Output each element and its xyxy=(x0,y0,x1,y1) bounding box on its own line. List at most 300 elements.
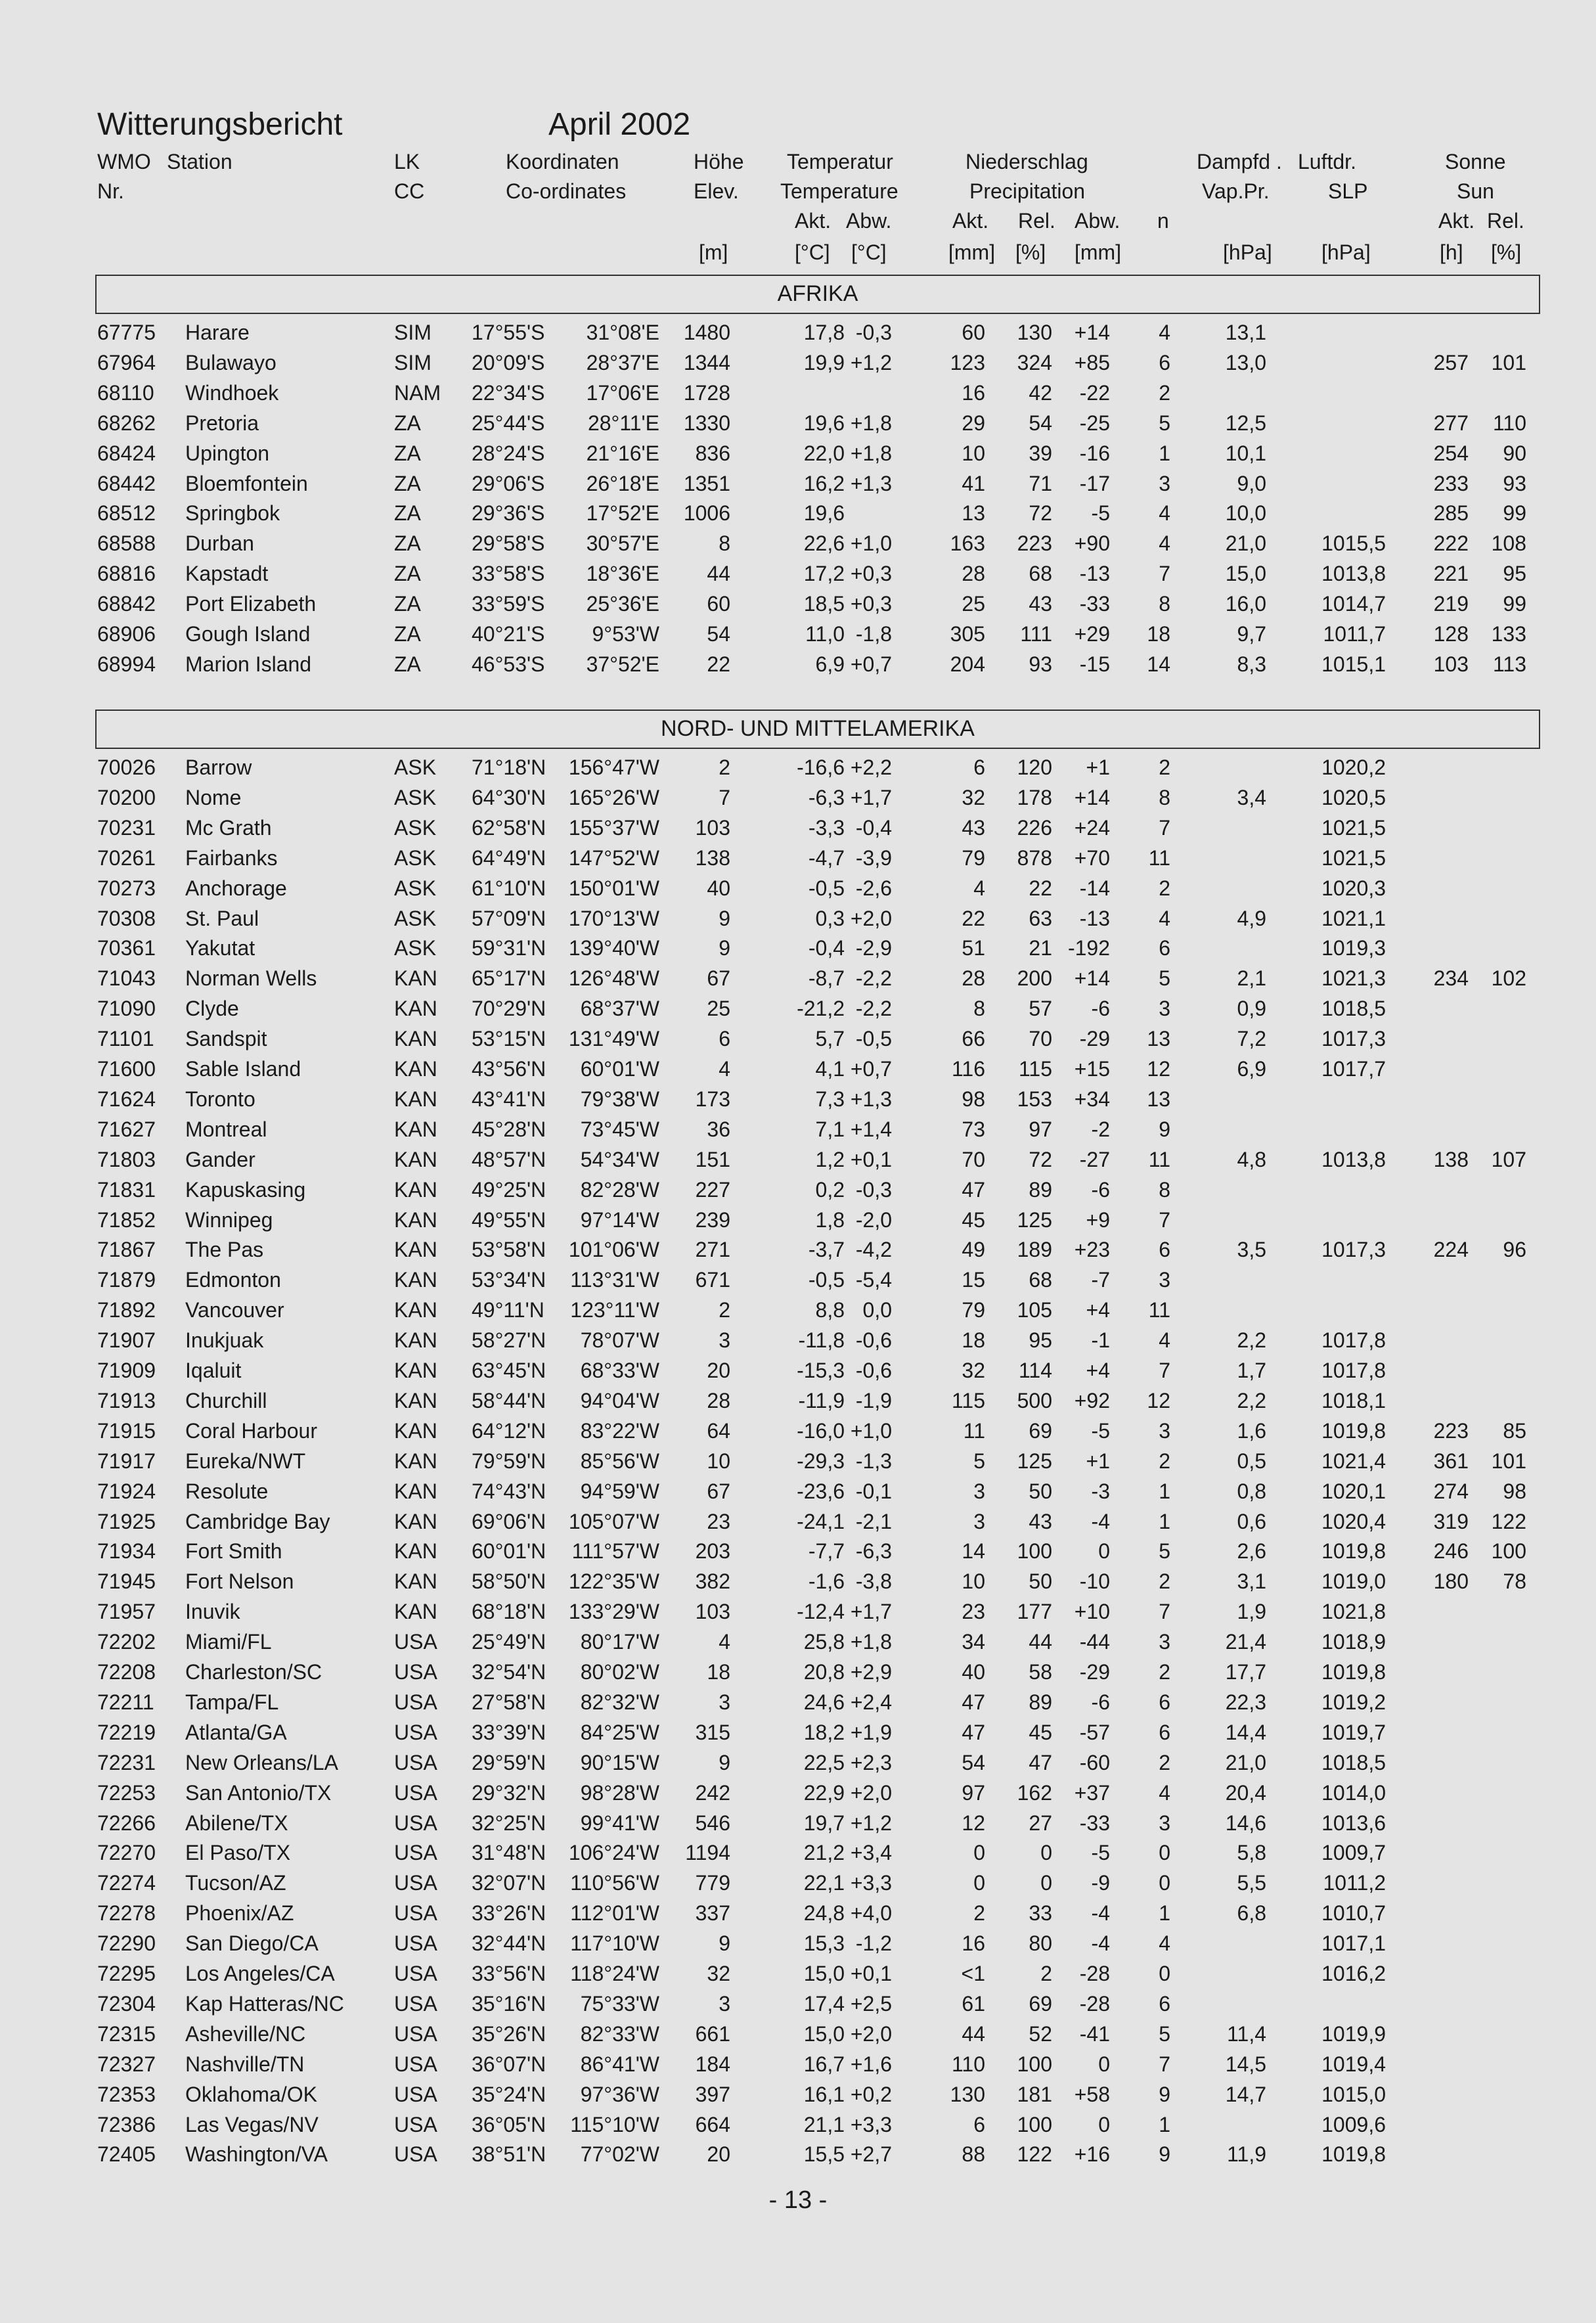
table-row xyxy=(0,652,1596,683)
cell-latitude: 33°59'S xyxy=(472,592,545,616)
cell-latitude: 20°09'S xyxy=(472,350,545,374)
table-row xyxy=(0,1721,1596,1751)
cell-vappr: 10,1 xyxy=(1225,441,1266,465)
cell-slp: 1011,2 xyxy=(1323,1871,1386,1895)
cell-nied-abw: +37 xyxy=(1074,1780,1110,1805)
cell-elevation: 836 xyxy=(695,441,730,465)
cell-sun-rel: 78 xyxy=(1503,1569,1526,1594)
cell-wmo-nr: 68588 xyxy=(97,531,156,556)
cell-latitude: 43°41'N xyxy=(472,1087,546,1111)
cell-temp-akt: 22,6 xyxy=(803,531,845,556)
cell-nied-rel: 50 xyxy=(1029,1479,1052,1503)
cell-vappr: 21,0 xyxy=(1225,531,1266,556)
unit-hoehe: [m] xyxy=(699,240,728,264)
cell-latitude: 36°05'N xyxy=(472,2112,546,2136)
cell-country-code: ZA xyxy=(394,501,421,526)
cell-station-name: Abilene/TX xyxy=(185,1811,288,1835)
cell-longitude: 30°57'E xyxy=(586,531,659,556)
col-coordinates: Co-ordinates xyxy=(506,179,627,203)
cell-temp-akt: 16,2 xyxy=(803,471,845,495)
cell-nied-abw: +70 xyxy=(1074,846,1110,870)
table-row xyxy=(0,2052,1596,2083)
cell-nied-akt: 23 xyxy=(962,1600,985,1624)
cell-latitude: 29°06'S xyxy=(472,471,545,495)
cell-longitude: 133°29'W xyxy=(568,1600,659,1624)
table-row xyxy=(0,441,1596,472)
table-row xyxy=(0,501,1596,531)
cell-slp: 1017,8 xyxy=(1321,1359,1386,1382)
cell-nied-abw: 0 xyxy=(1098,1539,1110,1564)
cell-vappr: 13,0 xyxy=(1225,350,1266,374)
cell-nied-n: 6 xyxy=(1159,936,1170,960)
col-vappr: Vap.Pr. xyxy=(1202,179,1270,203)
cell-wmo-nr: 71879 xyxy=(97,1268,156,1292)
cell-wmo-nr: 71624 xyxy=(97,1087,156,1111)
unit-sonne-rel: [%] xyxy=(1491,240,1522,264)
cell-nied-abw: +92 xyxy=(1074,1388,1110,1412)
cell-station-name: Barrow xyxy=(185,756,252,779)
cell-nied-abw: -9 xyxy=(1091,1871,1110,1895)
cell-wmo-nr: 68906 xyxy=(97,622,156,646)
table-row xyxy=(0,2022,1596,2052)
cell-nied-akt: 49 xyxy=(962,1238,985,1262)
cell-temp-abw: +1,3 xyxy=(850,471,892,495)
cell-nied-rel: 93 xyxy=(1029,652,1052,676)
cell-latitude: 53°15'N xyxy=(472,1027,546,1051)
cell-country-code: USA xyxy=(394,1690,437,1714)
cell-nied-n: 1 xyxy=(1159,2112,1170,2136)
cell-nied-abw: +14 xyxy=(1074,966,1110,991)
cell-vappr: 8,3 xyxy=(1237,652,1266,676)
cell-wmo-nr: 71907 xyxy=(97,1328,156,1353)
cell-station-name: Bulawayo xyxy=(185,350,277,374)
cell-elevation: 337 xyxy=(695,1901,730,1926)
cell-nied-rel: 500 xyxy=(1017,1388,1052,1412)
cell-wmo-nr: 72290 xyxy=(97,1931,156,1956)
cell-slp: 1020,1 xyxy=(1321,1479,1386,1503)
cell-wmo-nr: 70200 xyxy=(97,785,156,809)
table-row xyxy=(0,1751,1596,1781)
cell-nied-rel: 2 xyxy=(1040,1962,1052,1985)
cell-country-code: ZA xyxy=(394,562,421,586)
cell-wmo-nr: 72304 xyxy=(97,1991,156,2016)
cell-longitude: 21°16'E xyxy=(586,441,659,465)
cell-station-name: Churchill xyxy=(185,1388,267,1412)
cell-longitude: 112°01'W xyxy=(570,1901,659,1926)
col-sun: Sun xyxy=(1457,179,1494,203)
col-elev: Elev. xyxy=(694,179,739,203)
cell-temp-akt: 1,8 xyxy=(815,1207,845,1232)
cell-country-code: KAN xyxy=(394,1600,437,1624)
cell-latitude: 69°06'N xyxy=(472,1509,546,1533)
cell-country-code: SIM xyxy=(394,350,432,374)
cell-nied-n: 4 xyxy=(1159,321,1170,344)
table-row xyxy=(0,1781,1596,1811)
cell-nied-rel: 27 xyxy=(1029,1811,1052,1835)
cell-temp-akt: 6,9 xyxy=(815,652,845,676)
cell-temp-abw: +0,3 xyxy=(850,592,892,616)
table-row xyxy=(0,1841,1596,1871)
cell-nied-akt: 6 xyxy=(973,756,985,779)
cell-wmo-nr: 72327 xyxy=(97,2052,156,2076)
cell-nied-rel: 54 xyxy=(1029,411,1052,435)
cell-country-code: KAN xyxy=(394,1238,437,1262)
cell-latitude: 29°58'S xyxy=(472,531,545,556)
cell-nied-abw: +9 xyxy=(1086,1207,1110,1232)
cell-slp: 1018,5 xyxy=(1321,997,1386,1021)
table-row xyxy=(0,1268,1596,1298)
cell-temp-akt: 4,1 xyxy=(815,1057,845,1081)
cell-elevation: 184 xyxy=(695,2052,730,2076)
cell-longitude: 126°48'W xyxy=(568,966,659,991)
cell-nied-akt: 18 xyxy=(962,1328,985,1353)
cell-nied-rel: 105 xyxy=(1017,1298,1052,1322)
cell-slp: 1019,3 xyxy=(1321,936,1386,960)
cell-temp-abw: -1,9 xyxy=(855,1388,892,1412)
cell-temp-akt: -12,4 xyxy=(797,1600,845,1624)
cell-temp-abw: -5,4 xyxy=(855,1268,892,1292)
cell-country-code: USA xyxy=(394,2052,437,2076)
cell-nied-rel: 68 xyxy=(1029,1268,1052,1292)
cell-temp-abw: +0,1 xyxy=(850,1147,892,1171)
cell-nied-rel: 153 xyxy=(1017,1087,1052,1111)
cell-nied-akt: 163 xyxy=(950,531,985,556)
cell-longitude: 106°24'W xyxy=(568,1841,659,1865)
cell-slp: 1020,2 xyxy=(1321,756,1386,779)
cell-station-name: Port Elizabeth xyxy=(185,592,317,616)
cell-elevation: 36 xyxy=(707,1117,730,1141)
cell-temp-akt: 19,6 xyxy=(803,501,845,526)
col-wmo: WMO xyxy=(97,150,151,173)
cell-country-code: ASK xyxy=(394,846,437,870)
cell-temp-abw: -2,1 xyxy=(855,1509,892,1533)
cell-temp-abw: +1,7 xyxy=(850,1600,892,1624)
cell-nied-n: 6 xyxy=(1159,1238,1170,1262)
cell-sun-rel: 90 xyxy=(1503,441,1526,465)
cell-wmo-nr: 71090 xyxy=(97,997,156,1021)
cell-latitude: 64°49'N xyxy=(472,846,546,870)
cell-nied-n: 3 xyxy=(1159,1630,1170,1654)
cell-nied-abw: -17 xyxy=(1079,471,1110,495)
cell-station-name: Cambridge Bay xyxy=(185,1509,330,1533)
cell-sun-akt: 219 xyxy=(1433,592,1469,616)
cell-temp-akt: -15,3 xyxy=(797,1359,845,1382)
cell-temp-akt: 22,0 xyxy=(803,441,845,465)
cell-nied-rel: 200 xyxy=(1017,966,1052,991)
cell-longitude: 111°57'W xyxy=(571,1539,659,1564)
cell-temp-akt: -16,0 xyxy=(797,1418,845,1443)
cell-nied-akt: 123 xyxy=(950,350,985,374)
cell-slp: 1019,8 xyxy=(1321,1539,1386,1564)
cell-nied-abw: -28 xyxy=(1079,1991,1110,2016)
cell-wmo-nr: 70026 xyxy=(97,756,156,779)
cell-station-name: San Antonio/TX xyxy=(185,1780,332,1805)
cell-longitude: 68°37'W xyxy=(580,997,659,1021)
cell-sun-rel: 85 xyxy=(1503,1418,1526,1443)
cell-elevation: 9 xyxy=(719,1931,730,1956)
cell-nied-abw: -14 xyxy=(1079,876,1110,900)
cell-nied-abw: -5 xyxy=(1091,501,1110,526)
cell-longitude: 118°24'W xyxy=(570,1962,659,1985)
cell-temp-abw: -2,6 xyxy=(855,876,892,900)
cell-wmo-nr: 71043 xyxy=(97,966,156,991)
cell-slp: 1015,0 xyxy=(1321,2082,1386,2106)
cell-temp-akt: -8,7 xyxy=(808,966,845,991)
table-row xyxy=(0,1449,1596,1479)
cell-nied-akt: 305 xyxy=(950,622,985,646)
table-row xyxy=(0,1690,1596,1721)
cell-nied-akt: 66 xyxy=(962,1027,985,1051)
cell-sun-rel: 99 xyxy=(1503,501,1526,526)
cell-station-name: Springbok xyxy=(185,501,280,526)
cell-latitude: 64°12'N xyxy=(472,1418,546,1443)
cell-country-code: USA xyxy=(394,1660,437,1684)
cell-longitude: 26°18'E xyxy=(586,471,659,495)
cell-nied-abw: -1 xyxy=(1091,1328,1110,1353)
cell-temp-abw: -6,3 xyxy=(855,1539,892,1564)
cell-nied-abw: +85 xyxy=(1074,350,1110,374)
cell-station-name: Winnipeg xyxy=(185,1207,273,1232)
cell-slp: 1019,4 xyxy=(1321,2052,1386,2076)
cell-station-name: Sable Island xyxy=(185,1057,301,1081)
cell-temp-abw: -2,0 xyxy=(855,1207,892,1232)
cell-nied-n: 5 xyxy=(1159,411,1170,435)
cell-temp-akt: -3,3 xyxy=(808,815,845,840)
cell-temp-abw: +3,4 xyxy=(850,1841,892,1865)
cell-slp: 1009,7 xyxy=(1321,1841,1386,1865)
cell-latitude: 29°59'N xyxy=(472,1750,546,1774)
col-hoehe: Höhe xyxy=(694,150,744,173)
cell-temp-abw: -0,1 xyxy=(855,1479,892,1503)
cell-sun-rel: 98 xyxy=(1503,1479,1526,1503)
cell-latitude: 38°51'N xyxy=(472,2142,546,2167)
cell-temp-akt: 16,1 xyxy=(803,2082,845,2106)
cell-temp-akt: 22,1 xyxy=(803,1871,845,1895)
unit-sonne-akt: [h] xyxy=(1440,240,1463,264)
cell-temp-akt: -16,6 xyxy=(797,756,845,779)
cell-elevation: 7 xyxy=(719,785,730,809)
cell-latitude: 25°44'S xyxy=(472,411,545,435)
cell-slp: 1021,3 xyxy=(1321,966,1386,991)
cell-nied-abw: -27 xyxy=(1079,1147,1110,1171)
cell-longitude: 156°47'W xyxy=(568,756,659,779)
cell-wmo-nr: 68512 xyxy=(97,501,156,526)
cell-nied-n: 7 xyxy=(1159,1207,1170,1232)
cell-station-name: Fort Nelson xyxy=(185,1569,294,1594)
cell-elevation: 6 xyxy=(719,1027,730,1051)
cell-vappr: 0,5 xyxy=(1237,1449,1266,1473)
cell-nied-akt: 3 xyxy=(973,1509,985,1533)
cell-nied-abw: -6 xyxy=(1091,1690,1110,1714)
cell-station-name: Edmonton xyxy=(185,1268,281,1292)
cell-slp: 1017,3 xyxy=(1321,1238,1386,1262)
cell-vappr: 3,5 xyxy=(1237,1238,1266,1262)
col-cc: CC xyxy=(394,179,425,203)
cell-country-code: ZA xyxy=(394,411,421,435)
cell-sun-rel: 100 xyxy=(1491,1539,1526,1564)
cell-nied-akt: 15 xyxy=(962,1268,985,1292)
cell-longitude: 101°06'W xyxy=(568,1238,659,1262)
cell-nied-akt: 130 xyxy=(950,2082,985,2106)
cell-slp: 1019,8 xyxy=(1321,2142,1386,2167)
cell-latitude: 17°55'S xyxy=(472,321,545,344)
cell-latitude: 74°43'N xyxy=(472,1479,546,1503)
cell-latitude: 36°07'N xyxy=(472,2052,546,2076)
cell-slp: 1018,1 xyxy=(1321,1388,1386,1412)
cell-latitude: 33°58'S xyxy=(472,562,545,586)
cell-nied-abw: -22 xyxy=(1079,380,1110,405)
cell-station-name: Clyde xyxy=(185,997,239,1021)
col-sonne-rel: Rel. xyxy=(1487,209,1524,233)
cell-elevation: 67 xyxy=(707,1479,730,1503)
cell-nied-rel: 47 xyxy=(1029,1750,1052,1774)
cell-nied-n: 3 xyxy=(1159,997,1170,1021)
cell-station-name: Resolute xyxy=(185,1479,269,1503)
cell-temp-akt: 18,2 xyxy=(803,1720,845,1744)
cell-vappr: 6,9 xyxy=(1237,1057,1266,1081)
cell-wmo-nr: 71917 xyxy=(97,1449,156,1473)
cell-nied-abw: -4 xyxy=(1091,1901,1110,1926)
cell-slp: 1013,6 xyxy=(1321,1811,1386,1835)
cell-country-code: KAN xyxy=(394,1418,437,1443)
cell-temp-akt: 15,3 xyxy=(803,1931,845,1956)
table-row xyxy=(0,876,1596,907)
cell-station-name: Los Angeles/CA xyxy=(185,1962,335,1985)
cell-latitude: 60°01'N xyxy=(472,1539,546,1564)
cell-nied-n: 1 xyxy=(1159,441,1170,465)
cell-slp: 1010,7 xyxy=(1321,1901,1386,1926)
cell-temp-akt: 11,0 xyxy=(805,622,845,646)
cell-sun-akt: 180 xyxy=(1433,1569,1469,1594)
table-row xyxy=(0,786,1596,816)
cell-slp: 1018,9 xyxy=(1321,1630,1386,1654)
cell-vappr: 4,8 xyxy=(1237,1147,1266,1171)
cell-temp-akt: -4,7 xyxy=(808,846,845,870)
cell-nied-n: 1 xyxy=(1159,1509,1170,1533)
cell-nied-akt: 79 xyxy=(962,1298,985,1322)
cell-nied-abw: -4 xyxy=(1091,1931,1110,1956)
cell-temp-abw: +1,0 xyxy=(850,1418,892,1443)
cell-sun-akt: 233 xyxy=(1433,471,1469,495)
cell-longitude: 94°04'W xyxy=(580,1388,659,1412)
cell-slp: 1019,7 xyxy=(1321,1720,1386,1744)
col-sonne: Sonne xyxy=(1445,150,1506,173)
cell-nied-rel: 69 xyxy=(1029,1991,1052,2016)
cell-temp-akt: -3,7 xyxy=(808,1238,845,1262)
col-temperatur: Temperatur xyxy=(787,150,893,173)
cell-longitude: 82°28'W xyxy=(580,1177,659,1202)
cell-station-name: Charleston/SC xyxy=(185,1660,322,1684)
cell-elevation: 664 xyxy=(695,2112,730,2136)
cell-latitude: 70°29'N xyxy=(472,997,546,1021)
report-period: April 2002 xyxy=(548,107,691,142)
cell-slp: 1015,1 xyxy=(1321,652,1386,676)
cell-temp-akt: 25,8 xyxy=(803,1630,845,1654)
cell-nied-n: 0 xyxy=(1159,1962,1170,1985)
cell-temp-abw: -0,5 xyxy=(855,1027,892,1051)
cell-elevation: 40 xyxy=(707,876,730,900)
cell-temp-akt: -0,4 xyxy=(808,936,845,960)
cell-temp-abw: +1,8 xyxy=(850,1630,892,1654)
cell-temp-akt: 15,0 xyxy=(803,1962,845,1985)
cell-slp: 1014,7 xyxy=(1321,592,1386,616)
cell-country-code: USA xyxy=(394,1811,437,1835)
cell-station-name: Kap Hatteras/NC xyxy=(185,1991,344,2016)
cell-elevation: 2 xyxy=(719,756,730,779)
cell-nied-n: 9 xyxy=(1159,1117,1170,1141)
cell-slp: 1017,3 xyxy=(1321,1027,1386,1051)
cell-country-code: ASK xyxy=(394,815,437,840)
cell-nied-rel: 0 xyxy=(1040,1841,1052,1865)
cell-slp: 1019,9 xyxy=(1321,2021,1386,2046)
cell-station-name: St. Paul xyxy=(185,906,259,930)
cell-station-name: Eureka/NWT xyxy=(185,1449,306,1473)
cell-vappr: 14,5 xyxy=(1225,2052,1266,2076)
cell-station-name: Inukjuak xyxy=(185,1328,264,1353)
table-row xyxy=(0,1539,1596,1569)
cell-temp-akt: 1,2 xyxy=(815,1147,845,1171)
cell-country-code: ASK xyxy=(394,876,437,900)
cell-wmo-nr: 71831 xyxy=(97,1177,156,1202)
cell-country-code: KAN xyxy=(394,1388,437,1412)
cell-nied-akt: 98 xyxy=(962,1087,985,1111)
cell-nied-n: 6 xyxy=(1159,1991,1170,2016)
cell-wmo-nr: 71957 xyxy=(97,1600,156,1624)
cell-nied-n: 7 xyxy=(1159,815,1170,840)
cell-temp-akt: 22,9 xyxy=(803,1780,845,1805)
cell-nied-n: 2 xyxy=(1159,1750,1170,1774)
cell-temp-abw: +0,2 xyxy=(850,2082,892,2106)
cell-elevation: 28 xyxy=(707,1388,730,1412)
cell-longitude: 84°25'W xyxy=(580,1720,659,1744)
cell-temp-akt: -0,5 xyxy=(808,876,845,900)
cell-latitude: 58°44'N xyxy=(472,1388,546,1412)
col-sonne-akt: Akt. xyxy=(1438,209,1475,233)
cell-elevation: 239 xyxy=(695,1207,730,1232)
cell-slp: 1017,8 xyxy=(1321,1328,1386,1353)
cell-sun-rel: 93 xyxy=(1503,471,1526,495)
cell-nied-rel: 72 xyxy=(1029,1147,1052,1171)
cell-nied-n: 6 xyxy=(1159,1720,1170,1744)
cell-temp-akt: 19,9 xyxy=(803,350,845,374)
cell-latitude: 32°25'N xyxy=(472,1811,546,1835)
table-row xyxy=(0,2142,1596,2173)
cell-nied-akt: 47 xyxy=(962,1690,985,1714)
cell-elevation: 138 xyxy=(695,846,730,870)
cell-wmo-nr: 71803 xyxy=(97,1147,156,1171)
cell-nied-akt: 79 xyxy=(962,846,985,870)
cell-slp: 1021,8 xyxy=(1321,1600,1386,1624)
cell-elevation: 315 xyxy=(695,1720,730,1744)
cell-nied-n: 5 xyxy=(1159,2021,1170,2046)
cell-nied-n: 13 xyxy=(1147,1027,1170,1051)
cell-elevation: 8 xyxy=(719,531,730,556)
cell-latitude: 53°58'N xyxy=(472,1238,546,1262)
table-row xyxy=(0,1389,1596,1419)
cell-nied-rel: 80 xyxy=(1029,1931,1052,1956)
cell-longitude: 110°56'W xyxy=(570,1871,659,1895)
cell-longitude: 86°41'W xyxy=(580,2052,659,2076)
cell-wmo-nr: 68424 xyxy=(97,441,156,465)
cell-latitude: 32°44'N xyxy=(472,1931,546,1956)
cell-nied-n: 4 xyxy=(1159,1931,1170,1956)
cell-sun-akt: 254 xyxy=(1433,441,1469,465)
cell-nied-rel: 120 xyxy=(1017,756,1052,779)
cell-temp-akt: 17,4 xyxy=(803,1991,845,2016)
cell-vappr: 1,6 xyxy=(1237,1418,1266,1443)
cell-station-name: Oklahoma/OK xyxy=(185,2082,317,2106)
cell-slp: 1019,8 xyxy=(1321,1418,1386,1443)
